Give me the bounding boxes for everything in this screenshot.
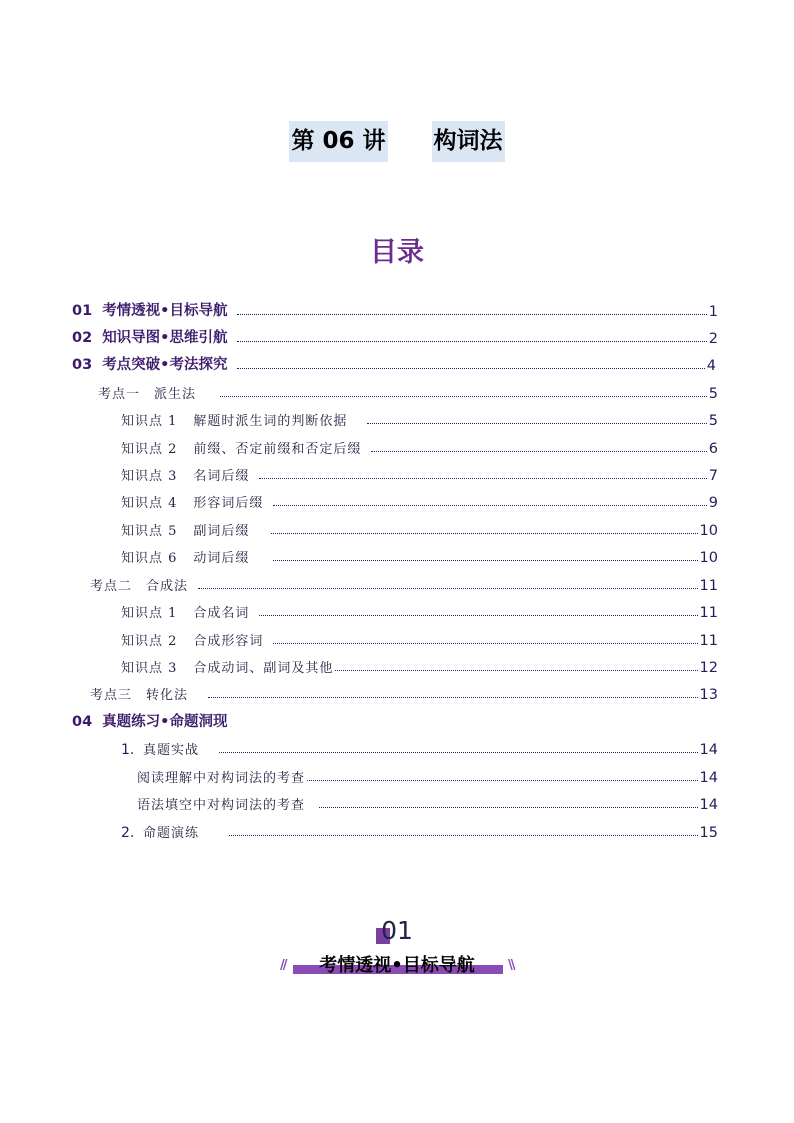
- toc-entry-number: 02: [72, 330, 93, 346]
- toc-entry-sub-1[interactable]: [143, 736, 718, 758]
- toc-entry-label: 派生法: [154, 387, 197, 402]
- toc-entry-kp-1-1[interactable]: [121, 407, 718, 429]
- dot-leader: [219, 752, 698, 753]
- toc-entry-label: 合成形容词: [193, 634, 264, 649]
- toc-entry-page: 1: [708, 304, 718, 320]
- toc-entry-kp-1-2[interactable]: [121, 435, 718, 457]
- toc-entry-label: 动词后缀: [193, 551, 250, 566]
- toc-entry-label: 形容词后缀: [193, 496, 264, 511]
- toc-entry-kp: 知识点 6: [121, 551, 178, 566]
- toc-entry-page: 11: [699, 633, 718, 649]
- toc-entry-page: 5: [708, 386, 718, 402]
- toc-entry-page: 7: [708, 468, 718, 484]
- toc-entry-label: 真题练习•命题洞现: [102, 714, 228, 730]
- dot-leader: [273, 505, 706, 506]
- slash-decoration-left: //: [280, 958, 286, 973]
- dot-leader: [237, 368, 704, 369]
- toc-entry-kp: 知识点 2: [121, 442, 178, 457]
- dot-leader: [220, 396, 707, 397]
- slash-decoration-right: \\: [508, 958, 514, 973]
- toc-entry-number: 01: [72, 303, 93, 319]
- toc-entry-label: 语法填空中对构词法的考查: [137, 798, 306, 813]
- toc-entry-kp: 知识点 3: [121, 661, 178, 676]
- toc-entry-page: 15: [699, 825, 718, 841]
- toc-entry-page: 10: [699, 523, 718, 539]
- toc-entry-label: 合成动词、副词及其他: [193, 661, 334, 676]
- toc-entry-page: 14: [699, 742, 718, 758]
- toc-entry-page: 9: [708, 495, 718, 511]
- toc-entry-label: 命题演练: [143, 826, 200, 841]
- dot-leader: [319, 807, 698, 808]
- toc-entry-kaodian: 考点一: [98, 387, 141, 402]
- dot-leader: [259, 615, 697, 616]
- toc-entry-kp-1-6[interactable]: [121, 544, 718, 566]
- section-title: 考情透视•目标导航: [319, 955, 475, 976]
- dot-leader: [367, 423, 706, 424]
- toc-entry-kaodian: 考点二: [90, 579, 133, 594]
- toc-entry-sub-2[interactable]: [143, 819, 718, 841]
- toc-entry-label: 考点突破•考法探究: [102, 357, 228, 373]
- dot-leader: [271, 533, 697, 534]
- toc-entry-kaodian-3[interactable]: [90, 681, 718, 703]
- toc-sub-number: 1.: [121, 742, 135, 758]
- toc-entry-label: 真题实战: [143, 743, 200, 758]
- toc-entry-kp: 知识点 5: [121, 524, 178, 539]
- section-number: 01: [381, 916, 413, 945]
- toc-entry-04[interactable]: [72, 709, 227, 731]
- dot-leader: [371, 451, 706, 452]
- toc-entry-label: 考情透视•目标导航: [102, 303, 228, 319]
- toc-entry-label: 前缀、否定前缀和否定后缀: [193, 442, 362, 457]
- toc-entry-page: 10: [699, 550, 718, 566]
- toc-entry-kp: 知识点 1: [121, 606, 178, 621]
- toc-entry-kp: 知识点 3: [121, 469, 178, 484]
- toc-heading: 目录: [370, 237, 424, 268]
- dot-leader: [229, 835, 698, 836]
- lecture-number: 第 06 讲: [289, 121, 387, 162]
- toc-entry-kaodian-1[interactable]: [98, 380, 718, 402]
- toc-entry-page: 12: [699, 660, 718, 676]
- toc-entry-kp-1-5[interactable]: [121, 517, 718, 539]
- toc-entry-number: 04: [72, 714, 93, 730]
- toc-entry-kp: 知识点 4: [121, 496, 178, 511]
- toc-entry-page: 2: [708, 331, 718, 347]
- dot-leader: [237, 341, 706, 342]
- dot-leader: [208, 697, 698, 698]
- toc-entry-kp-2-3[interactable]: [121, 654, 718, 676]
- toc-entry-kp-2-2[interactable]: [121, 627, 718, 649]
- toc-entry-page: 5: [708, 413, 718, 429]
- toc-entry-kp: 知识点 1: [121, 414, 178, 429]
- toc-entry-label: 知识导图•思维引航: [102, 330, 228, 346]
- toc-entry-label: 合成法: [146, 579, 189, 594]
- toc-entry-sub-1-b[interactable]: [137, 791, 718, 813]
- toc-entry-label: 名词后缀: [193, 469, 250, 484]
- toc-entry-kp-1-4[interactable]: [121, 489, 718, 511]
- toc-entry-kp-1-3[interactable]: [121, 462, 718, 484]
- dot-leader: [273, 643, 697, 644]
- dot-leader: [237, 314, 706, 315]
- toc-entry-kaodian-2[interactable]: [90, 572, 718, 594]
- toc-entry-label: 转化法: [146, 688, 189, 703]
- section-banner: [0, 951, 794, 977]
- toc-entry-label: 解题时派生词的判断依据: [193, 414, 348, 429]
- dot-leader: [307, 780, 698, 781]
- dot-leader: [198, 588, 698, 589]
- toc-sub-number: 2.: [121, 825, 135, 841]
- toc-entry-01[interactable]: [72, 298, 718, 320]
- toc-entry-kp-2-1[interactable]: [121, 599, 718, 621]
- dot-leader: [335, 670, 697, 671]
- toc-entry-label: 副词后缀: [193, 524, 250, 539]
- toc-entry-page: 4: [706, 358, 716, 374]
- toc-entry-page: 14: [699, 770, 718, 786]
- toc-entry-kp: 知识点 2: [121, 634, 178, 649]
- toc-entry-page: 11: [699, 605, 718, 621]
- toc-entry-kaodian: 考点三: [90, 688, 133, 703]
- toc-entry-label: 合成名词: [193, 606, 250, 621]
- toc-entry-02[interactable]: [72, 325, 718, 347]
- toc-entry-number: 03: [72, 357, 93, 373]
- lecture-topic: 构词法: [432, 121, 505, 162]
- toc-entry-03[interactable]: [72, 352, 716, 374]
- dot-leader: [259, 478, 706, 479]
- document-title: [0, 121, 794, 162]
- toc-entry-page: 6: [708, 441, 718, 457]
- toc-entry-page: 13: [699, 687, 718, 703]
- toc-entry-label: 阅读理解中对构词法的考查: [137, 771, 306, 786]
- toc-entry-page: 11: [699, 578, 718, 594]
- toc-entry-sub-1-a[interactable]: [137, 764, 718, 786]
- dot-leader: [273, 560, 697, 561]
- toc-entry-page: 14: [699, 797, 718, 813]
